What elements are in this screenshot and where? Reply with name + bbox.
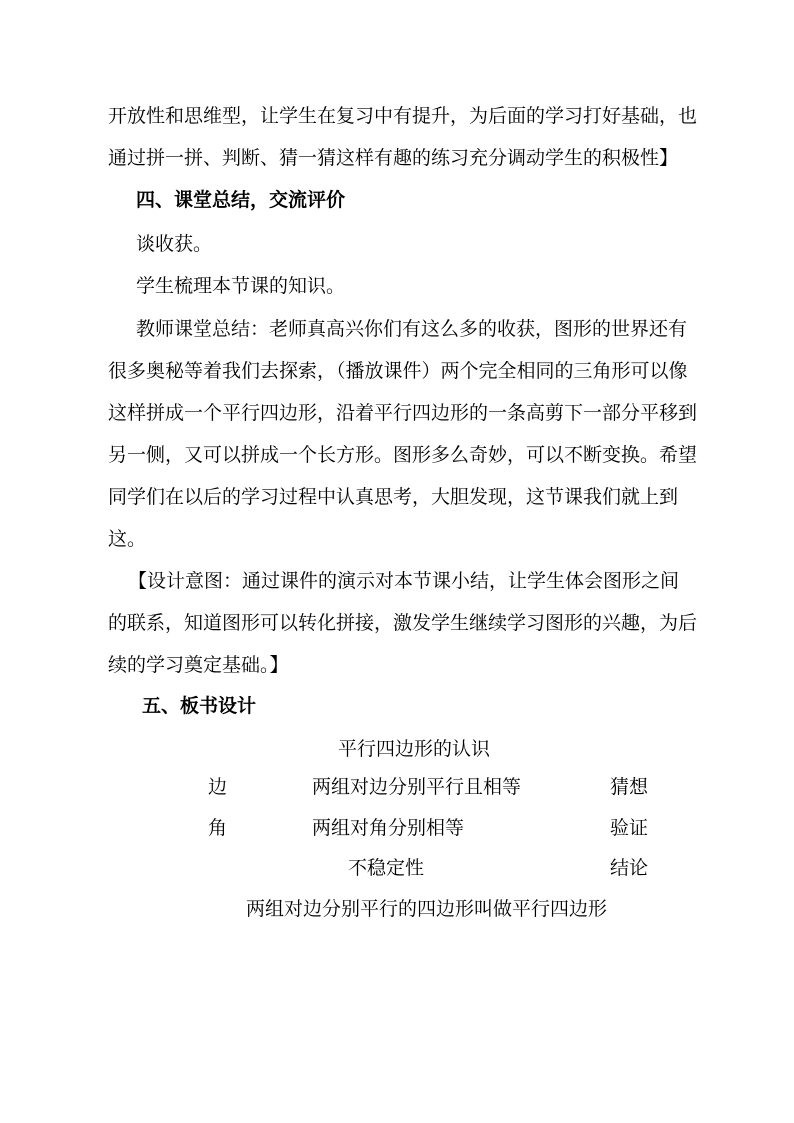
board-row-text: 两组对边分别平行且相等	[312, 776, 522, 798]
paragraph-line: 教师课堂总结：老师真高兴你们有这么多的收获，图形的世界还有	[136, 318, 688, 340]
board-row-label: 边	[208, 776, 228, 798]
board-row-tag: 验证	[610, 817, 649, 839]
paragraph-line: 很多奥秘等着我们去探索，（播放课件）两个完全相同的三角形可以像	[108, 360, 688, 382]
paragraph-line: 这。	[108, 528, 147, 550]
board-row-text: 不稳定性	[348, 857, 425, 879]
board-row-text: 两组对角分别相等	[312, 817, 465, 839]
paragraph-line: 另一侧，又可以拼成一个长方形。图形多么奇妙，可以不断变换。希望	[108, 444, 698, 466]
board-title: 平行四边形的认识	[338, 738, 491, 760]
paragraph-line: 谈收获。	[136, 233, 213, 255]
paragraph-line: 的联系，知道图形可以转化拼接，激发学生继续学习图形的兴趣，为后	[108, 612, 698, 634]
section-heading: 四、课堂总结，交流评价	[136, 189, 346, 211]
board-row-tag: 猜想	[610, 776, 649, 798]
paragraph-line: 学生梳理本节课的知识。	[136, 275, 346, 297]
paragraph-line: 同学们在以后的学习过程中认真思考，大胆发现，这节课我们就上到	[108, 486, 679, 508]
paragraph-line: 通过拼一拼、判断、猜一猜这样有趣的练习充分调动学生的积极性】	[108, 147, 679, 169]
board-conclusion: 两组对边分别平行的四边形叫做平行四边形	[246, 898, 608, 920]
board-row-label: 角	[208, 817, 228, 839]
paragraph-line: 这样拼成一个平行四边形，沿着平行四边形的一条高剪下一部分平移到	[108, 402, 698, 424]
paragraph-line: 【设计意图：通过课件的演示对本节课小结，让学生体会图形之间	[128, 570, 680, 592]
paragraph-line: 续的学习奠定基础。】	[108, 654, 289, 676]
section-heading: 五、板书设计	[142, 695, 257, 717]
paragraph-line: 开放性和思维型，让学生在复习中有提升，为后面的学习打好基础，也	[108, 105, 698, 127]
board-row-tag: 结论	[610, 857, 649, 879]
